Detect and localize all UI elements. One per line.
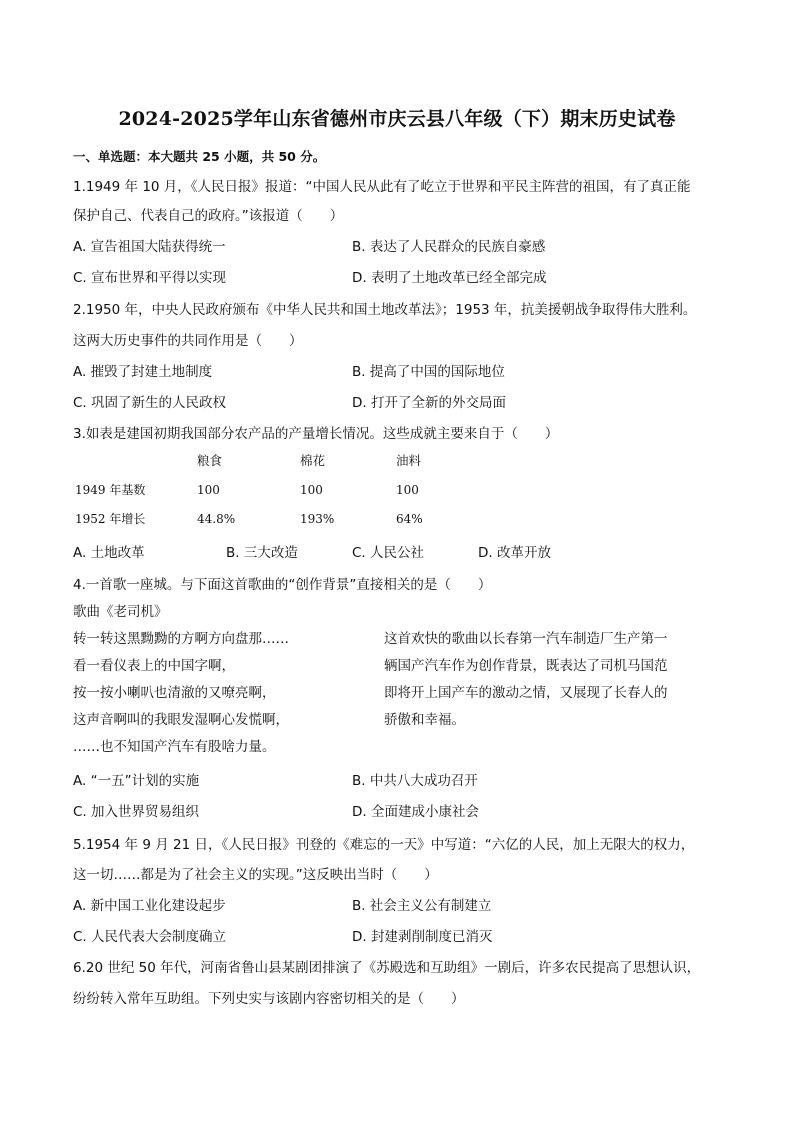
q2-option-c[interactable]: C. 巩固了新生的人民政权 (73, 395, 227, 411)
q4-option-c[interactable]: C. 加入世界贸易组织 (73, 804, 200, 820)
q1-option-b[interactable]: B. 表达了人民群众的民族自豪感 (352, 239, 546, 255)
q5-option-d[interactable]: D. 封建剥削制度已消灭 (352, 929, 493, 945)
table-cell: 100 (197, 483, 220, 497)
table-row-label-1949: 1949 年基数 (75, 483, 146, 497)
q4-lyric-line: 转一转这黑黝黝的方啊方向盘那…… (73, 631, 289, 647)
q4-lyric-line: 按一按小喇叭也清澈的又嘹亮啊， (73, 685, 276, 701)
table-cell: 44.8% (197, 512, 236, 526)
q5-option-a[interactable]: A. 新中国工业化建设起步 (73, 898, 226, 914)
q3-option-c[interactable]: C. 人民公社 (352, 545, 425, 561)
q1-option-a[interactable]: A. 宣告祖国大陆获得统一 (73, 239, 226, 255)
table-cell: 64% (396, 512, 423, 526)
exam-title: 2024-2025学年山东省德州市庆云县八年级（下）期末历史试卷 (118, 108, 676, 130)
table-cell: 100 (396, 483, 419, 497)
table-row-label-1952: 1952 年增长 (75, 512, 146, 526)
q5-stem-line-2: 这一切……都是为了社会主义的实现。”这反映出当时（ ） (73, 867, 438, 883)
q4-background-note-line: 辆国产汽车作为创作背景，既表达了司机马国范 (384, 658, 668, 674)
q1-stem-line-1: 1.1949 年 10 月，《人民日报》报道：“中国人民从此有了屹立于世界和平民主阵营的祖国，有了真正能 (73, 179, 691, 195)
q1-option-c[interactable]: C. 宣布世界和平得以实现 (73, 270, 227, 286)
q5-option-b[interactable]: B. 社会主义公有制建立 (352, 898, 492, 914)
q2-option-a[interactable]: A. 摧毁了封建土地制度 (73, 364, 213, 380)
q4-background-note-line: 骄傲和幸福。 (384, 712, 465, 728)
q1-stem-line-2: 保护自己、代表自己的政府。”该报道（ ） (73, 208, 344, 224)
q6-stem-line-2: 纷纷转入常年互助组。下列史实与该剧内容密切相关的是（ ） (73, 991, 465, 1007)
q4-background-note-line: 即将开上国产车的激动之情，又展现了长春人的 (384, 685, 668, 701)
section-heading: 一、单选题：本大题共 25 小题，共 50 分。 (73, 149, 326, 164)
q6-stem-line-1: 6.20 世纪 50 年代，河南省鲁山县某剧团排演了《苏殿选和互助组》一剧后，许多农民提高了思想认识， (73, 960, 701, 976)
table-header-cotton: 棉花 (300, 453, 326, 468)
q3-option-a[interactable]: A. 土地改革 (73, 545, 145, 561)
table-cell: 100 (300, 483, 323, 497)
q2-option-b[interactable]: B. 提高了中国的国际地位 (352, 364, 505, 380)
q2-stem-line-1: 2.1950 年，中央人民政府颁布《中华人民共和国土地改革法》；1953 年，抗美援朝战争取得伟大胜利。 (73, 302, 697, 318)
q4-background-note-line: 这首欢快的歌曲以长春第一汽车制造厂生产第一 (384, 631, 668, 647)
table-header-oil: 油料 (396, 453, 422, 468)
q1-option-d[interactable]: D. 表明了土地改革已经全部完成 (352, 270, 547, 286)
q4-lyric-line: 看一看仪表上的中国字啊， (73, 658, 235, 674)
q4-option-b[interactable]: B. 中共八大成功召开 (352, 773, 478, 789)
q5-stem-line-1: 5.1954 年 9 月 21 日，《人民日报》刊登的《难忘的一天》中写道：“六亿的人民，加上无限大的权力， (73, 837, 695, 853)
q2-option-d[interactable]: D. 打开了全新的外交局面 (352, 395, 506, 411)
q5-option-c[interactable]: C. 人民代表大会制度确立 (73, 929, 227, 945)
q4-option-a[interactable]: A. “一五”计划的实施 (73, 773, 200, 789)
q3-option-b[interactable]: B. 三大改造 (226, 545, 298, 561)
q2-stem-line-2: 这两大历史事件的共同作用是（ ） (73, 333, 303, 349)
q3-stem-line-1: 3.如表是建国初期我国部分农产品的产量增长情况。这些成就主要来自于（ ） (73, 426, 559, 442)
q4-stem-line-1: 4.一首歌一座城。与下面这首歌曲的“创作背景”直接相关的是（ ） (73, 577, 492, 593)
q4-song-title: 歌曲《老司机》 (73, 604, 168, 620)
q4-lyric-line: ……也不知国产汽车有股啥力量。 (73, 739, 276, 755)
q4-lyric-line: 这声音啊叫的我眼发湿啊心发慌啊， (73, 712, 289, 728)
q3-option-d[interactable]: D. 改革开放 (478, 545, 551, 561)
table-cell: 193% (300, 512, 335, 526)
q4-option-d[interactable]: D. 全面建成小康社会 (352, 804, 479, 820)
table-header-grain: 粮食 (197, 453, 223, 468)
